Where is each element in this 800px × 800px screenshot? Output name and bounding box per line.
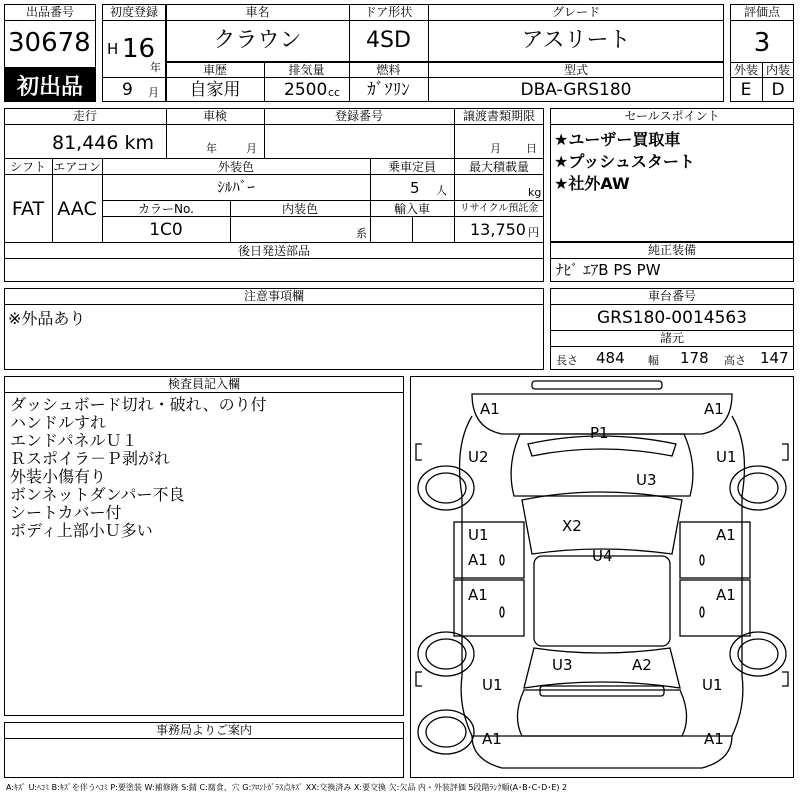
rear-panel <box>540 686 664 696</box>
inspector-line: ハンドルすれ <box>10 413 107 432</box>
dimensions-label: 諸元 <box>659 331 684 345</box>
displacement: 2500 <box>284 80 328 100</box>
mark-hood: P1 <box>590 424 609 442</box>
chassis-label: 車台番号 <box>647 289 696 303</box>
color-no-label: カラーNo. <box>138 202 194 216</box>
inspector-line: ボンネットダンパー不良 <box>10 485 185 504</box>
reg-number-label: 登録番号 <box>334 109 383 123</box>
mark-rear-left: A1 <box>482 730 502 748</box>
fuel: ｶﾞｿﾘﾝ <box>367 80 410 100</box>
transfer-month-unit: 月 <box>490 142 501 155</box>
capacity-unit: 人 <box>436 184 447 197</box>
mark-right-front-fender: U1 <box>716 448 737 466</box>
width: 178 <box>680 349 709 367</box>
mark-left-front-fender: U2 <box>468 448 489 466</box>
inspector-line: シートカバー付 <box>10 503 122 522</box>
mark-right-rear-fender: U1 <box>702 676 723 694</box>
rear-window <box>524 648 680 688</box>
mark-right-front-door: A1 <box>716 526 736 544</box>
grade-label: グレード <box>551 5 600 19</box>
inspector-label: 検査員記入欄 <box>167 377 240 391</box>
month-unit: 月 <box>148 86 159 99</box>
mark-left-rear-door: A1 <box>468 586 488 604</box>
lot-number: 30678 <box>8 28 91 58</box>
lot-number-label: 出品番号 <box>25 5 74 19</box>
color-no: 1C0 <box>149 220 183 240</box>
transfer-day-unit: 日 <box>526 142 537 155</box>
car-name: クラウン <box>213 28 302 53</box>
mark-windshield-area: U3 <box>636 471 657 489</box>
ext-color-label: 外装色 <box>217 160 254 174</box>
mark-right-rear-door: A1 <box>716 586 736 604</box>
roof <box>534 556 670 646</box>
displacement-unit: cc <box>328 86 341 99</box>
front-bumper-top <box>532 381 662 389</box>
int-color-label: 内装色 <box>281 202 318 216</box>
sales-point: ★社外AW <box>554 174 630 193</box>
import-label: 輸入車 <box>393 202 430 216</box>
load-unit: kg <box>528 186 542 199</box>
mark-left-front-door-u: U1 <box>468 526 489 544</box>
displacement-label: 排気量 <box>288 63 325 77</box>
history-label: 車歴 <box>202 63 227 77</box>
height: 147 <box>760 349 789 367</box>
shift: FAT <box>11 198 45 220</box>
hood <box>511 434 693 496</box>
inspector-line: Ｒスポイラ－Ｐ剥がれ <box>10 449 171 468</box>
interior-label: 内装 <box>765 63 790 77</box>
length-label: 長さ <box>556 354 578 367</box>
rear-bumper <box>472 736 732 768</box>
ac-label: エアコン <box>53 160 101 174</box>
ext-color: ｼﾙﾊﾞｰ <box>217 178 255 196</box>
mark-left-front-door-a: A1 <box>468 551 488 569</box>
left-front-door <box>454 522 524 578</box>
score: 3 <box>753 28 771 58</box>
score-label: 評価点 <box>743 5 780 19</box>
inspector-line: エンドパネルＵ１ <box>10 431 138 450</box>
year-unit: 年 <box>150 61 161 74</box>
later-parts-label: 後日発送部品 <box>237 244 310 258</box>
inspector-notes <box>10 396 267 540</box>
mark-roof-x: X2 <box>562 517 582 535</box>
mark-trunk-left: U3 <box>552 656 573 674</box>
history: 自家用 <box>189 80 241 100</box>
windshield <box>522 492 682 554</box>
office-label: 事務局よりご案内 <box>155 723 252 737</box>
capacity-label: 乗車定員 <box>387 160 436 174</box>
ac: AAC <box>57 198 97 220</box>
inspector-line: ボディ上部小Ｕ多い <box>10 521 153 540</box>
notes-text: ※外品あり <box>8 309 86 328</box>
capacity: 5 <box>410 179 420 197</box>
left-rear-door <box>454 580 524 636</box>
load-label: 最大積載量 <box>468 160 529 174</box>
mark-roof-u: U4 <box>592 547 613 565</box>
height-label: 高さ <box>724 354 746 367</box>
era: H <box>107 40 119 58</box>
first-reg-month: 9 <box>122 80 133 100</box>
chassis-number: GRS180-0014563 <box>596 308 748 328</box>
transfer-label: 譲渡書類期限 <box>462 109 535 123</box>
sales-points-label: セールスポイント <box>624 109 720 123</box>
damage-legend: A:ｷｽﾞ U:ﾍｺﾐ B:ｷｽﾞを伴うﾍｺﾐ P:要塗装 W:補修跡 S:錆 C:腐食、穴 G:ﾌﾛﾝﾄｶﾞﾗｽ点ｷｽﾞ XX:交換済み X:要交換 欠:欠品 内・外装評価 5段階ﾗﾝｸ順(A･B･C･D･E) 2 <box>6 783 568 792</box>
right-rear-door <box>680 580 750 636</box>
car-diagram <box>410 376 794 778</box>
mark-rear-right: A1 <box>704 730 724 748</box>
sales-point: ★ユーザー買取車 <box>554 130 681 149</box>
inspection-label: 車検 <box>202 109 227 123</box>
car-name-label: 車名 <box>245 5 270 19</box>
exterior-grade: E <box>740 80 752 100</box>
mark-trunk-right: A2 <box>632 656 652 674</box>
door-type: 4SD <box>366 28 411 53</box>
recycle-amount: 13,750 <box>470 220 526 239</box>
right-front-door <box>680 522 750 578</box>
interior-grade: D <box>771 80 785 100</box>
trunk <box>517 690 686 736</box>
length: 484 <box>596 349 625 367</box>
inspection-month-unit: 月 <box>246 142 257 155</box>
recycle-unit: 円 <box>528 226 539 239</box>
model: DBA-GRS180 <box>520 80 632 100</box>
genuine-equipment: ﾅﾋﾞ ｴｱB PS PW <box>556 261 661 279</box>
door-label: ドア形状 <box>364 5 413 19</box>
int-color-unit: 系 <box>356 227 367 240</box>
sales-point: ★プッシュスタート <box>554 152 695 171</box>
grade: アスリート <box>521 28 631 53</box>
exterior-label: 外装 <box>733 63 758 77</box>
mark-front-left: A1 <box>480 400 500 418</box>
width-label: 幅 <box>648 354 659 367</box>
model-label: 型式 <box>563 63 588 77</box>
mark-front-right: A1 <box>704 400 724 418</box>
shift-label: シフト <box>9 160 46 174</box>
recycle-label: リサイクル預託金 <box>459 203 539 214</box>
first-reg-year: 16 <box>122 34 156 64</box>
inspector-line: ダッシュボード切れ・破れ、のり付 <box>10 395 267 414</box>
mileage-label: 走行 <box>72 109 97 123</box>
first-listing-badge: 初出品 <box>4 68 96 102</box>
inspection-year-unit: 年 <box>206 142 217 155</box>
notes-label: 注意事項欄 <box>243 289 304 303</box>
mileage: 81,446 km <box>52 132 155 154</box>
first-reg-label: 初度登録 <box>109 5 158 19</box>
fuel-label: 燃料 <box>376 63 401 77</box>
mark-left-rear-fender: U1 <box>482 676 503 694</box>
inspector-line: 外装小傷有り <box>10 467 107 486</box>
genuine-label: 純正装備 <box>647 243 696 257</box>
